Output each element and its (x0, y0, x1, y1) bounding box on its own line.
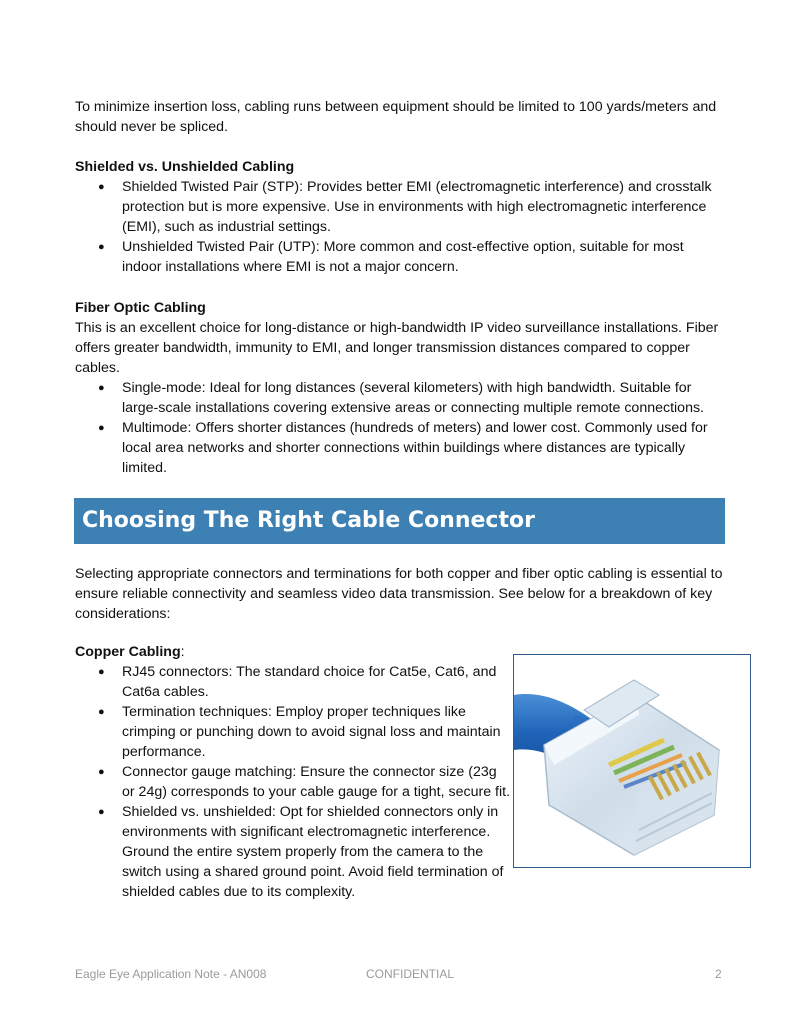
list-item: ● Single-mode: Ideal for long distances (several kilometers) with high bandwidth. Suitable for large-scale installations covering extensive areas or connecting multiple remote connections. (75, 378, 725, 418)
footer-doc-title: Eagle Eye Application Note - AN008 (75, 967, 267, 981)
shielded-section (75, 157, 725, 277)
fiber-paragraph: This is an excellent choice for long-distance or high-bandwidth IP video surveillance installations. Fiber offers greater bandwidth, immunity to EMI, and longer transmission distances compared to copper cables. (75, 320, 719, 376)
fiber-list (75, 378, 725, 478)
connector-intro-paragraph: Selecting appropriate connectors and terminations for both copper and fiber optic cabling is essential to ensure reliable connectivity and seamless video data transmission. See below for a breakdown of key considerations: (75, 566, 723, 622)
footer-page-number: 2 (715, 967, 722, 981)
list-item: ● Unshielded Twisted Pair (UTP): More common and cost-effective option, suitable for most indoor installations where EMI is not a major concern. (75, 237, 725, 277)
list-item: ● Multimode: Offers shorter distances (hundreds of meters) and lower cost. Commonly used for local area networks and shorter connections within buildings where distances are typically limited. (75, 418, 725, 478)
shielded-heading: Shielded vs. Unshielded Cabling (75, 159, 295, 175)
fiber-heading: Fiber Optic Cabling (75, 300, 206, 316)
list-item: ● RJ45 connectors: The standard choice for Cat5e, Cat6, and Cat6a cables. (75, 662, 510, 702)
section-banner (74, 498, 725, 544)
rj45-connector-icon (514, 655, 750, 867)
intro-paragraph: To minimize insertion loss, cabling runs between equipment should be limited to 100 yards/meters and should never be spliced. (75, 99, 717, 135)
intro-section (75, 97, 725, 137)
list-item: ● Shielded Twisted Pair (STP): Provides better EMI (electromagnetic interference) and crosstalk protection but is more expensive. Use in environments with high electromagnetic interference (EMI), such as industrial settings. (75, 177, 725, 237)
copper-heading-colon: : (180, 644, 185, 660)
list-item: ● Termination techniques: Employ proper techniques like crimping or punching down to avoid signal loss and maintain performance. (75, 702, 510, 762)
copper-heading: Copper Cabling (75, 644, 181, 660)
fiber-section (75, 298, 725, 478)
footer-confidential: CONFIDENTIAL (366, 967, 455, 981)
rj45-connector-image (513, 654, 751, 868)
section-title: Choosing The Right Cable Connector (82, 508, 535, 533)
shielded-list (75, 177, 725, 277)
copper-section (75, 642, 510, 902)
list-item: ● Connector gauge matching: Ensure the connector size (23g or 24g) corresponds to your cable gauge for a tight, secure fit. (75, 762, 510, 802)
list-item: ● Shielded vs. unshielded: Opt for shielded connectors only in environments with significant electromagnetic interference. Ground the entire system properly from the camera to the switch using a shared ground point. Avoid field termination of shielded cables due to its complexity. (75, 802, 510, 902)
connector-intro-section (75, 564, 725, 624)
copper-list (75, 662, 510, 902)
